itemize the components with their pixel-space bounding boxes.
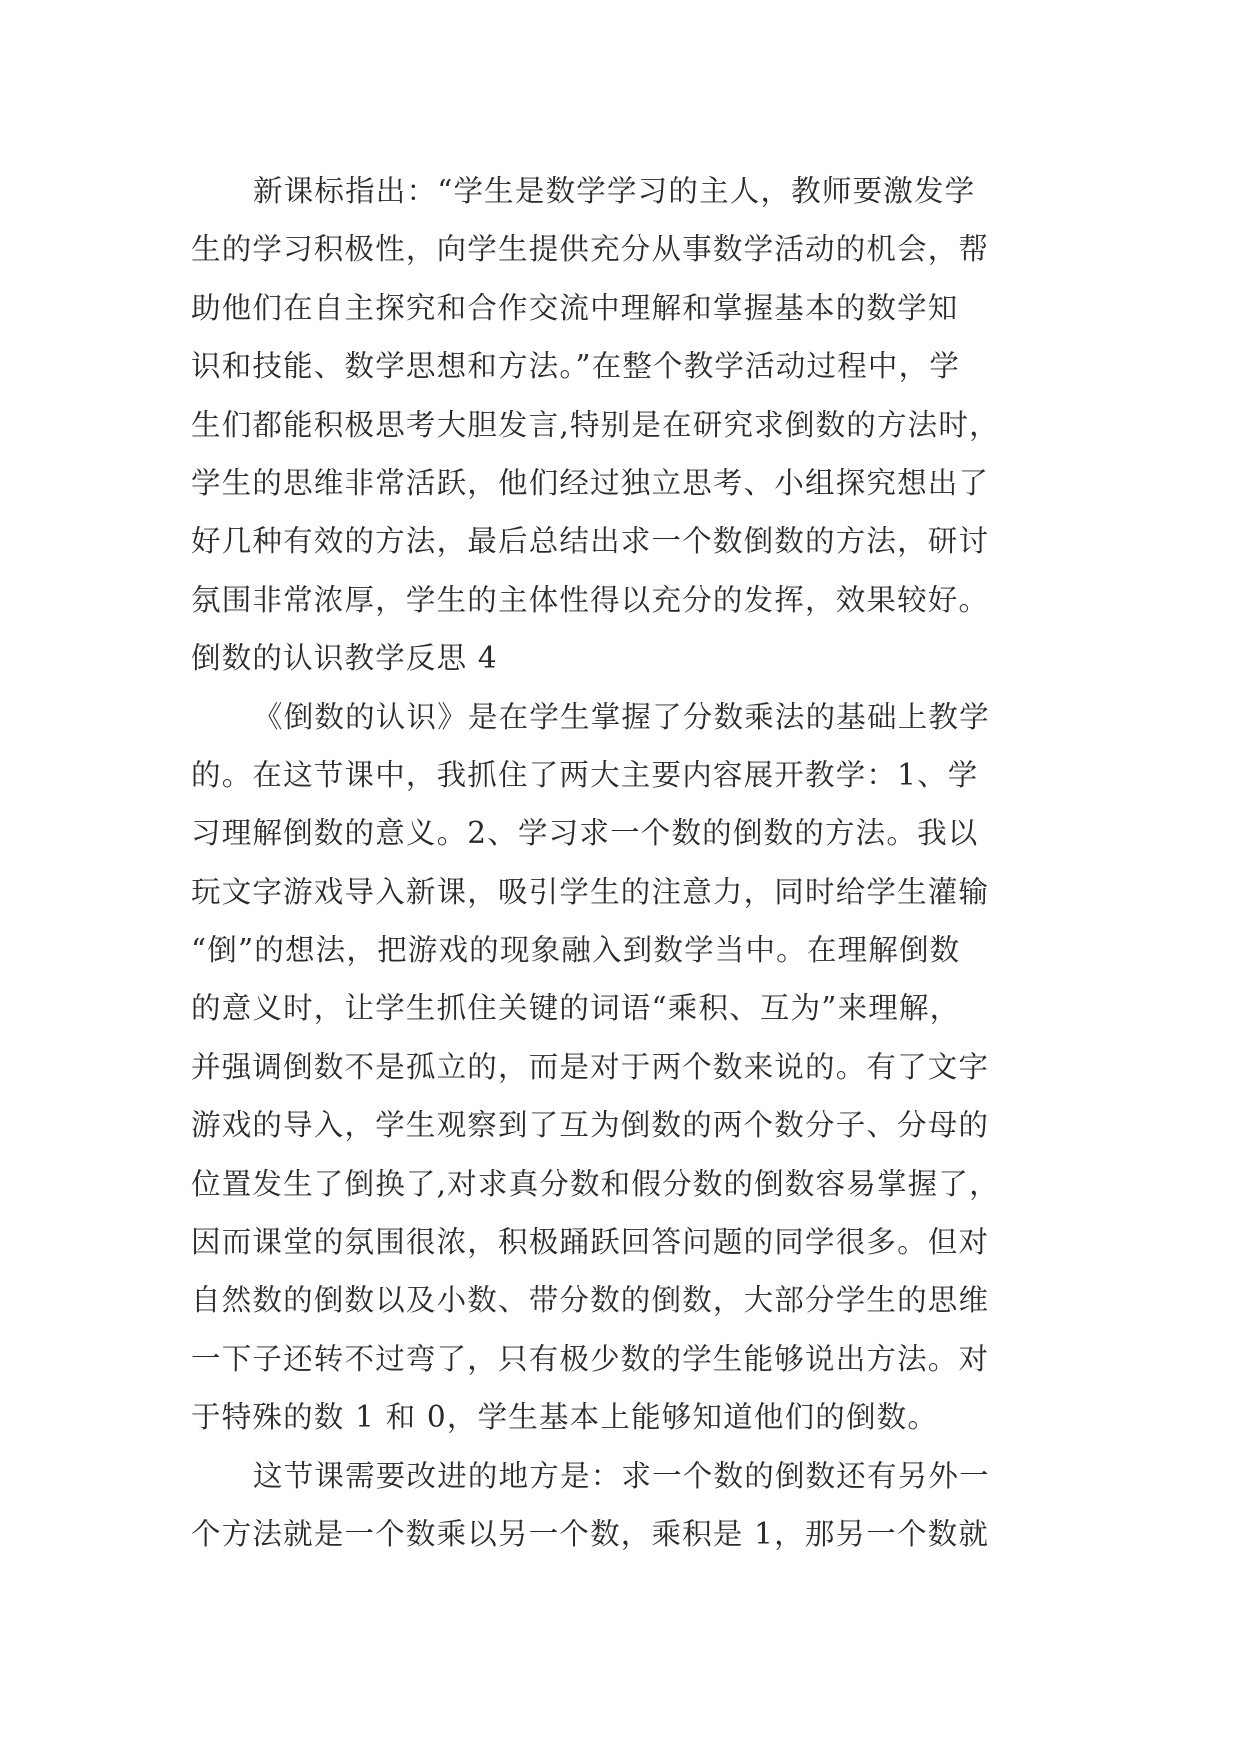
section-heading: 倒数的认识教学反思 4 bbox=[191, 641, 498, 676]
paragraph-line: 于特殊的数 1 和 0，学生基本上能够知道他们的倒数。 bbox=[191, 1400, 939, 1435]
paragraph-line: 氛围非常浓厚，学生的主体性得以充分的发挥，效果较好。 bbox=[191, 582, 990, 617]
paragraph-line: 游戏的导入，学生观察到了互为倒数的两个数分子、分母的 bbox=[191, 1108, 990, 1143]
paragraph-line: 位置发生了倒换了,对求真分数和假分数的倒数容易掌握了， bbox=[191, 1166, 1000, 1201]
paragraph-line: 识和技能、数学思想和方法。”在整个教学活动过程中，学 bbox=[191, 349, 961, 384]
paragraph-line: 习理解倒数的意义。2、学习求一个数的倒数的方法。我以 bbox=[191, 816, 979, 851]
paragraph-line: 这节课需要改进的地方是：求一个数的倒数还有另外一 bbox=[253, 1458, 990, 1493]
paragraph-line: 学生的思维非常活跃，他们经过独立思考、小组探究想出了 bbox=[191, 465, 990, 500]
paragraph-line: “倒”的想法，把游戏的现象融入到数学当中。在理解倒数 bbox=[191, 933, 961, 968]
paragraph-line: 好几种有效的方法，最后总结出求一个数倒数的方法，研讨 bbox=[191, 524, 990, 559]
paragraph-line: 的意义时，让学生抓住关键的词语“乘积、互为”来理解， bbox=[191, 991, 961, 1026]
paragraph-line: 一下子还转不过弯了，只有极少数的学生能够说出方法。对 bbox=[191, 1341, 990, 1376]
paragraph-line: 并强调倒数不是孤立的，而是对于两个数来说的。有了文字 bbox=[191, 1049, 990, 1084]
paragraph-line: 生的学习积极性，向学生提供充分从事数学活动的机会，帮 bbox=[191, 232, 990, 267]
paragraph-line: 《倒数的认识》是在学生掌握了分数乘法的基础上教学 bbox=[253, 699, 990, 734]
body-text bbox=[191, 162, 1071, 1563]
paragraph-line: 新课标指出：“学生是数学学习的主人，教师要激发学 bbox=[253, 174, 976, 208]
paragraph-line: 生们都能积极思考大胆发言,特别是在研究求倒数的方法时， bbox=[191, 407, 1000, 442]
paragraph-line: 自然数的倒数以及小数、带分数的倒数，大部分学生的思维 bbox=[191, 1283, 990, 1318]
paragraph-line: 因而课堂的氛围很浓，积极踊跃回答问题的同学很多。但对 bbox=[191, 1225, 990, 1260]
paragraph-line: 的。在这节课中，我抓住了两大主要内容展开教学：1、学 bbox=[191, 757, 979, 792]
paragraph-line: 助他们在自主探究和合作交流中理解和掌握基本的数学知 bbox=[191, 290, 959, 325]
paragraph-line: 玩文字游戏导入新课，吸引学生的注意力，同时给学生灌输 bbox=[191, 874, 990, 909]
paragraph-line: 个方法就是一个数乘以另一个数，乘积是 1，那另一个数就 bbox=[191, 1516, 990, 1551]
